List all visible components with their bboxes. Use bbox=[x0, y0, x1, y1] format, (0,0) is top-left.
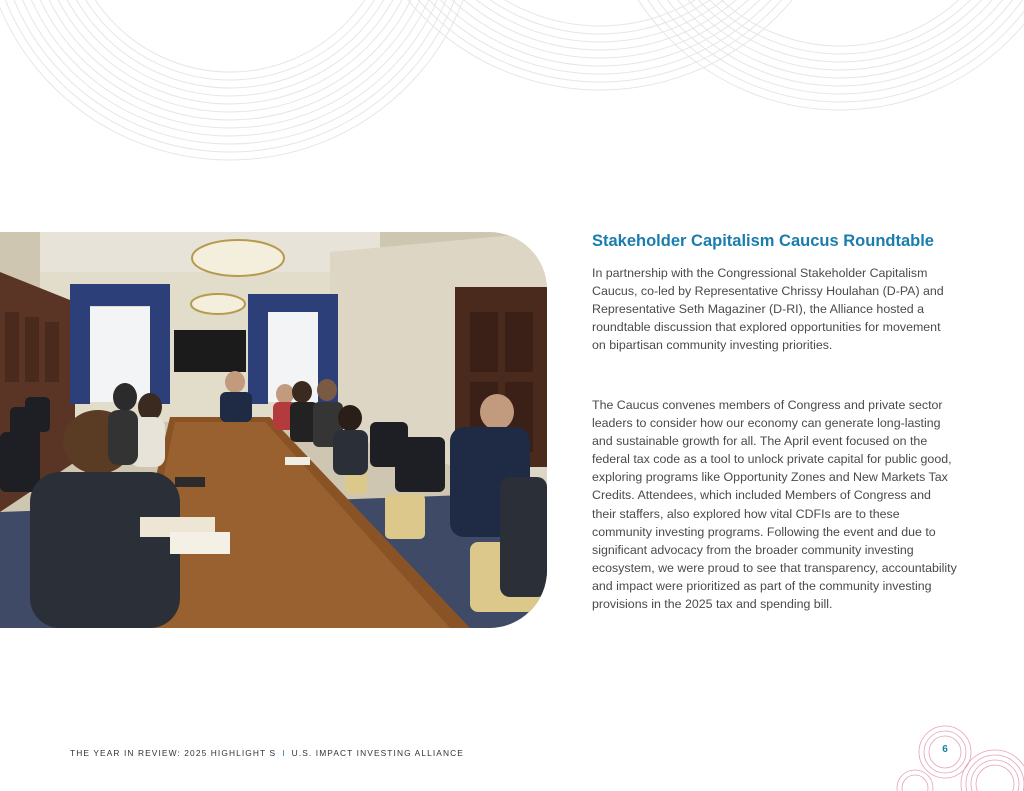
decorative-arcs bbox=[0, 0, 1024, 180]
decorative-circles bbox=[895, 722, 1024, 791]
section-heading: Stakeholder Capitalism Caucus Roundtable bbox=[592, 232, 934, 250]
footer-organization: U.S. IMPACT INVESTING ALLIANCE bbox=[291, 748, 464, 758]
footer-separator: I bbox=[282, 748, 286, 758]
page-footer bbox=[70, 748, 464, 758]
intro-paragraph: In partnership with the Congressional Stakeholder Capitalism Caucus, co-led by Representative Chrissy Houlahan (D-PA) and Representative Seth Magaziner (D-RI), the Alliance hosted a roundtable discussion that explored opportunities for movement on bipartisan community investing priorities. bbox=[592, 266, 944, 353]
body-paragraph: The Caucus convenes members of Congress and private sector leaders to consider how our economy can generate long-lasting and sustainable growth for all. The April event focused on the federal tax code as a tool to unlock private capital for public good, exploring programs like Opportunity Zones and New Markets Tax Credits. Attendees, which included Members of Congress and their staffers, also explored how vital CDFIs are to these community investing programs. Following the event and due to significant advocacy from the broader community investing ecosystem, we were proud to see that transparency, accountability and impact were prioritized as part of the community investing provisions in the 2025 tax and spending bill. bbox=[592, 398, 957, 612]
page-number: 6 bbox=[942, 744, 948, 755]
footer-report-title: THE YEAR IN REVIEW: 2025 HIGHLIGHT S bbox=[70, 748, 277, 758]
roundtable-photo bbox=[0, 232, 547, 628]
